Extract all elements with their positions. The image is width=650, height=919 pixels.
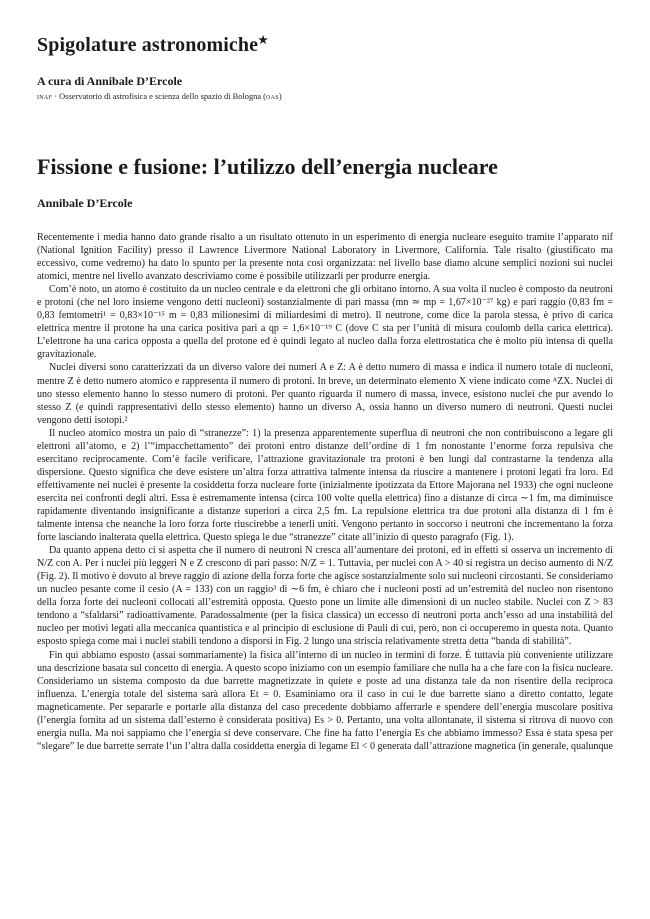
paragraph: Nuclei diversi sono caratterizzati da un diverso valore dei numeri A e Z: A è detto numero di massa e indica il numero totale di nucleoni, mentre Z è detto numero atomico e rappresenta il numero di protoni. In breve, un determinato elemento X viene indicato come ᴬZX. Nuclei di uno stesso elemento hanno lo stesso numero di protoni. Per quanto riguarda il numero di massa, invece, esistono nuclei che pur avendo lo stesso Z (e quindi rappresentativi dello stesso elemento) hanno un diverso A, ossia hanno un diverso numero di neutroni. Questi nuclei vengono detti isotopi.²	[37, 362, 613, 426]
affiliation-inaf: inaf	[37, 92, 53, 101]
series-title	[37, 34, 613, 57]
affiliation	[37, 92, 613, 101]
paragraph: Recentemente i media hanno dato grande risalto a un risultato ottenuto in un esperimento di energia nucleare eseguito tramite l’apparato nif (National Ignition Facility) presso il Lawrence Livermore National Laboratory in Livermore, California. Tale risalto (giustificato ma eccessivo, come vedremo) ha dato lo spunto per la presente nota così organizzata: nel livello base diamo alcune semplici nozioni sui nuclei atomici, mentre nel livello avanzato descriviamo come è possibile utilizzarli per produrre energia.	[37, 232, 613, 283]
article-title: Fissione e fusione: l’utilizzo dell’energia nucleare	[37, 154, 498, 179]
series-title-text: Spigolature astronomiche	[37, 34, 259, 56]
affiliation-text: · Osservatorio di astrofisica e scienza dello spazio di Bologna (	[52, 92, 266, 101]
paragraph: Da quanto appena detto ci si aspetta che il numero di neutroni N cresca all’aumentare dei protoni, ed in effetti si osserva un incremento di N/Z con A. Per i nuclei più leggeri N e Z crescono di pari passo: N/Z = 1. Tuttavia, per nuclei con A > 40 si registra un deciso aumento di N/Z (Fig. 2). Il motivo è dovuto al breve raggio di azione della forza forte che agisce sostanzialmente solo sui nucleoni circostanti. Se consideriamo un nucleo pesante come il cesio (A = 133) con un raggio³ di ∼6 fm, è chiaro che i nucleoni posti ad un’estremità del nucleo non risentono della forza forte dei nucleoni collocati all’estremità opposta. Questo pone un limite alle dimensioni di un nucleo stabile. Nuclei con Z > 83 tendono a “sfaldarsi” radioattivamente. Paradossalmente (per la fisica classica) un eccesso di neutroni porta anch’esso ad una instabilità del nucleo per motivi legati alla meccanica quantistica e al principio di esclusione di Pauli di cui, però, non ci occuperemo in questa nota. Quanto esposto spiega come mai i nuclei stabili tendono a disporsi in Fig. 2 lungo una striscia relativamente stretta detta “banda di stabilità”.	[37, 545, 613, 648]
article-author: Annibale D’Ercole	[37, 196, 133, 210]
article-body	[37, 231, 613, 753]
paragraph: Com’è noto, un atomo è costituito da un nucleo centrale e da elettroni che gli orbitano intorno. A sua volta il nucleo è composto da neutroni e protoni (che nel loro insieme vengono detti nucleoni) sostanzialmente di pari massa (mn ≃ mp = 1,67×10⁻²⁷ kg) e pari raggio (0,83 fm = 0,83 femtometri¹ = 0,83×10⁻¹⁵ m = 0,83 milionesimi di miliardesimi di metro). Il neutrone, come dice la parola stessa, è privo di carica elettrica mentre il protone ha una carica positiva pari a qp = 1,6×10⁻¹⁹ C (dove C sta per l’unità di misura coulomb della carica elettrica). L’elettrone ha una carica opposta a quella del protone ed è quindi legato al nucleo dalla forza elettrostatica che è molto più intensa di quella gravitazionale.	[37, 284, 613, 361]
affiliation-oas: oas	[265, 92, 279, 101]
series-footnote-star: ★	[258, 34, 269, 47]
editor-line: A cura di Annibale D’Ercole	[37, 74, 183, 88]
affiliation-close: )	[278, 92, 282, 101]
paragraph: Il nucleo atomico mostra un paio di “stranezze”: 1) la presenza apparentemente superflua di neutroni che non contribuiscono a legare gli elettroni all’atomo, e 2) l’“impacchettamento” dei protoni entro distanze dell’ordine di 1 fm nonostante l’enorme forza repulsiva che esercitano reciprocamente. Com’è facile verificare, l’attrazione gravitazionale tra protoni è ben lungi dal contrastarne la tendenza alla dispersione. Questo significa che deve esistere un’altra forza attrattiva talmente intensa da riuscire a mantenere i protoni legati fra loro. Ed effettivamente nei nuclei è presente la cosiddetta forza nucleare forte (inizialmente ipotizzata da Ettore Majorana nel 1933) che ogni nucleone esercita nei confronti degli altri. Essa è estremamente intensa (circa 100 volte quella elettrica) fino a distanze di circa ∼1 fm, ma diminuisce rapidamente diventando insignificante a distanze superiori a circa 2,5 fm. La repulsione elettrica tra due protoni alla distanza di 1 fm è talmente intensa che neanche la loro forza forte riuscirebbe a tenerli uniti. Vengono pertanto in soccorso i neutroni che incrementano la forza forte lasciando inalterata quella elettrica. Questo spiega le due “stranezze” citate all’inizio di questo paragrafo (Fig. 1).	[37, 427, 613, 544]
paragraph: Fin qui abbiamo esposto (assai sommariamente) la fisica all’interno di un nucleo in termini di forze. È tuttavia più conveniente utilizzare una descrizione basata sul concetto di energia. A questo scopo iniziamo con un esempio familiare che nulla ha a che fare con la fisica nucleare. Consideriamo un sistema composto da due barrette magnetizzate in quiete e poste ad una distanza tale da non risentire della reciproca influenza. L’energia totale del sistema sarà allora Et = 0. Esaminiamo ora il caso in cui le due barrette siano a diretto contatto, legate magneticamente. Per separarle e portarle alla distanza del caso precedente dobbiamo afferrarle e spendere dell’energia muscolare positiva (l’energia fornita ad un sistema dall’esterno è considerata positiva) Es > 0. Pertanto, una volta allontanate, il sistema si ritrova di nuovo con energia nulla. Ma noi sappiamo che l’energia si deve conservare. Che fine ha fatto l’energia Es che abbiamo immesso? Essa è stata spesa per “slegare” le due barrette serrate l’un l’altra dalla cosiddetta energia di legame El < 0 generata dall’attrazione magnetica (in generale, qualunque	[37, 649, 613, 752]
